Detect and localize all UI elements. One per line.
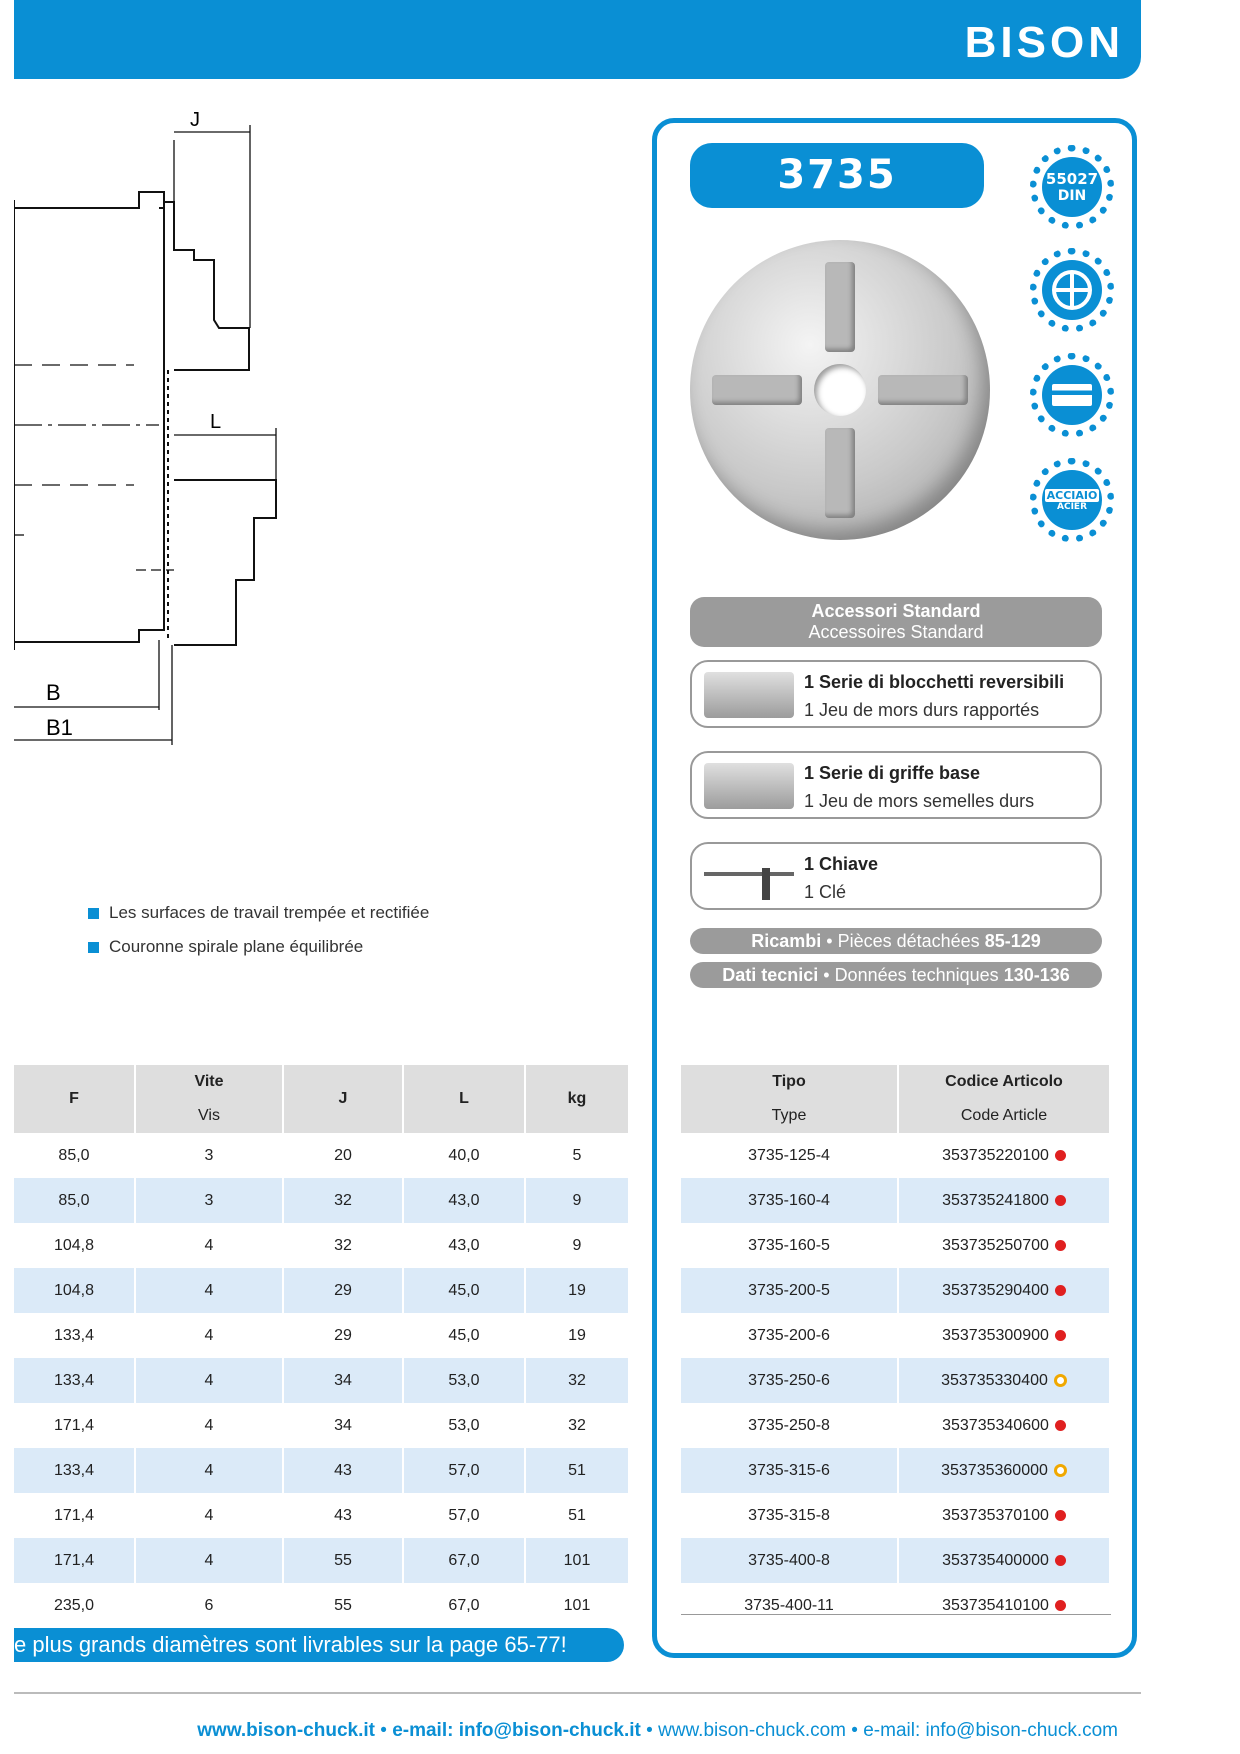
table-cell: 43,0: [403, 1178, 525, 1223]
col-subheader-vis: Vis: [135, 1099, 283, 1133]
dimensions-table: [14, 1065, 630, 1628]
type-cell: 3735-400-11: [681, 1583, 898, 1628]
table-cell: 55: [283, 1583, 403, 1628]
accessory-item: 1 Serie di blocchetti reversibili 1 Jeu de mors durs rapportés: [690, 660, 1102, 728]
table-cell: 5: [525, 1133, 629, 1178]
code-cell: [898, 1538, 1110, 1583]
bullet-square-icon: [88, 908, 99, 919]
table-cell: 6: [135, 1583, 283, 1628]
table-row: [14, 1403, 629, 1448]
table-cell: 53,0: [403, 1403, 525, 1448]
col-header-kg: kg: [525, 1065, 629, 1133]
table-row: [14, 1178, 629, 1223]
footer-divider: [14, 1692, 1141, 1694]
code-cell: [898, 1178, 1110, 1223]
table-cell: 19: [525, 1313, 629, 1358]
table-cell: 55: [283, 1538, 403, 1583]
code-cell: [898, 1583, 1110, 1628]
table-bottom-rule: [681, 1614, 1111, 1615]
article-code: 353735241800: [942, 1191, 1049, 1209]
table-row: [14, 1313, 629, 1358]
article-code: 353735410100: [942, 1596, 1049, 1614]
accessory-item: 1 Chiave 1 Clé: [690, 842, 1102, 910]
table-cell: 19: [525, 1268, 629, 1313]
availability-dot-icon: [1055, 1555, 1066, 1566]
article-code: 353735370100: [942, 1506, 1049, 1524]
table-cell: 57,0: [403, 1448, 525, 1493]
article-code: 353735220100: [942, 1146, 1049, 1164]
type-cell: 3735-315-8: [681, 1493, 898, 1538]
table-row: [681, 1358, 1110, 1403]
table-cell: 133,4: [14, 1358, 135, 1403]
dim-label-b: B: [46, 680, 61, 705]
table-cell: 133,4: [14, 1448, 135, 1493]
availability-dot-icon: [1055, 1285, 1066, 1296]
availability-dot-icon: [1055, 1195, 1066, 1206]
table-cell: 45,0: [403, 1313, 525, 1358]
table-row: [14, 1583, 629, 1628]
table-cell: 171,4: [14, 1493, 135, 1538]
table-row: [14, 1448, 629, 1493]
table-cell: 133,4: [14, 1313, 135, 1358]
table-row: [681, 1178, 1110, 1223]
availability-dot-icon: [1055, 1420, 1066, 1431]
email-it-link[interactable]: e-mail: info@bison-chuck.it: [392, 1720, 641, 1741]
chuck-key-image: [704, 854, 794, 900]
table-cell: 32: [283, 1178, 403, 1223]
availability-dot-icon: [1055, 1600, 1066, 1611]
col-subheader-code: Code Article: [898, 1099, 1110, 1133]
feature-item: Couronne spirale plane équilibrée: [88, 937, 429, 957]
type-cell: 3735-250-6: [681, 1358, 898, 1403]
table-cell: 9: [525, 1223, 629, 1268]
table-row: [681, 1493, 1110, 1538]
table-cell: 4: [135, 1538, 283, 1583]
availability-dot-icon: [1055, 1330, 1066, 1341]
code-cell: [898, 1448, 1110, 1493]
table-row: [14, 1268, 629, 1313]
col-header-tipo: Tipo: [681, 1065, 898, 1099]
spare-parts-link[interactable]: Ricambi • Pièces détachées 85-129: [690, 928, 1102, 954]
table-row: [14, 1493, 629, 1538]
table-cell: 4: [135, 1313, 283, 1358]
table-cell: 235,0: [14, 1583, 135, 1628]
table-cell: 4: [135, 1358, 283, 1403]
base-jaws-image: [704, 763, 794, 809]
table-cell: 29: [283, 1268, 403, 1313]
code-cell: [898, 1223, 1110, 1268]
table-cell: 34: [283, 1403, 403, 1448]
table-cell: 9: [525, 1178, 629, 1223]
email-com-link[interactable]: e-mail: info@bison-chuck.com: [863, 1720, 1118, 1741]
dim-label-l: L: [210, 411, 222, 433]
table-cell: 101: [525, 1538, 629, 1583]
table-row: [681, 1538, 1110, 1583]
table-row: [681, 1133, 1110, 1178]
model-title: 3735: [690, 143, 984, 208]
article-code: 353735400000: [942, 1551, 1049, 1569]
table-row: [14, 1358, 629, 1403]
table-row: [681, 1313, 1110, 1358]
table-row: [681, 1223, 1110, 1268]
table-cell: 20: [283, 1133, 403, 1178]
table-cell: 57,0: [403, 1493, 525, 1538]
dim-label-b1: B1: [46, 715, 73, 740]
type-cell: 3735-250-8: [681, 1403, 898, 1448]
availability-dot-icon: [1055, 1240, 1066, 1251]
jaw-type-badge-icon: [1030, 353, 1114, 437]
footer-contacts: www.bison-chuck.it • e-mail: info@bison-chuck.it • www.bison-chuck.com • e-mail: info@bison-chuck.com: [197, 1720, 1118, 1741]
larger-diameters-note: e plus grands diamètres sont livrables sur la page 65-77!: [14, 1628, 624, 1662]
table-row: [14, 1133, 629, 1178]
technical-drawing: [14, 110, 314, 850]
table-cell: 43,0: [403, 1223, 525, 1268]
code-cell: [898, 1403, 1110, 1448]
table-cell: 51: [525, 1493, 629, 1538]
table-cell: 53,0: [403, 1358, 525, 1403]
table-cell: 85,0: [14, 1178, 135, 1223]
article-code: 353735340600: [942, 1416, 1049, 1434]
table-row: [681, 1583, 1110, 1628]
table-cell: 34: [283, 1358, 403, 1403]
code-cell: [898, 1133, 1110, 1178]
col-header-j: J: [283, 1065, 403, 1133]
table-cell: 45,0: [403, 1268, 525, 1313]
reversible-jaws-image: [704, 672, 794, 718]
table-cell: 32: [525, 1403, 629, 1448]
code-cell: [898, 1358, 1110, 1403]
table-row: [681, 1403, 1110, 1448]
website-com-link[interactable]: www.bison-chuck.com: [658, 1720, 847, 1741]
col-header-vite: Vite: [135, 1065, 283, 1099]
bullet-square-icon: [88, 942, 99, 953]
table-cell: 4: [135, 1223, 283, 1268]
table-cell: 40,0: [403, 1133, 525, 1178]
table-row: [681, 1268, 1110, 1313]
table-cell: 3: [135, 1133, 283, 1178]
technical-data-link[interactable]: Dati tecnici • Données techniques 130-136: [690, 962, 1102, 988]
code-cell: [898, 1313, 1110, 1358]
table-cell: 67,0: [403, 1538, 525, 1583]
type-cell: 3735-400-8: [681, 1538, 898, 1583]
type-cell: 3735-125-4: [681, 1133, 898, 1178]
website-it-link[interactable]: www.bison-chuck.it: [197, 1720, 375, 1741]
table-cell: 67,0: [403, 1583, 525, 1628]
article-code: 353735290400: [942, 1281, 1049, 1299]
feature-list: [88, 903, 429, 971]
article-code-table: [681, 1065, 1111, 1628]
table-cell: 43: [283, 1493, 403, 1538]
table-cell: 85,0: [14, 1133, 135, 1178]
code-cell: [898, 1268, 1110, 1313]
table-cell: 171,4: [14, 1403, 135, 1448]
steel-badge-icon: ACCIAIO ACIER: [1030, 458, 1114, 542]
table-cell: 171,4: [14, 1538, 135, 1583]
table-cell: 4: [135, 1268, 283, 1313]
col-header-f: F: [14, 1065, 135, 1133]
table-cell: 29: [283, 1313, 403, 1358]
type-cell: 3735-200-6: [681, 1313, 898, 1358]
article-code: 353735300900: [942, 1326, 1049, 1344]
accessories-header: Accessori Standard Accessoires Standard: [690, 597, 1102, 647]
availability-dot-icon: [1055, 1150, 1066, 1161]
article-code: 353735360000: [941, 1461, 1048, 1479]
feature-item: Les surfaces de travail trempée et rectifiée: [88, 903, 429, 923]
table-cell: 43: [283, 1448, 403, 1493]
table-cell: 32: [525, 1358, 629, 1403]
table-cell: 104,8: [14, 1223, 135, 1268]
table-row: [14, 1538, 629, 1583]
col-subheader-type: Type: [681, 1099, 898, 1133]
table-cell: 4: [135, 1448, 283, 1493]
col-header-codice: Codice Articolo: [898, 1065, 1110, 1099]
availability-dot-icon: [1054, 1374, 1067, 1387]
type-cell: 3735-200-5: [681, 1268, 898, 1313]
table-cell: 3: [135, 1178, 283, 1223]
code-cell: [898, 1493, 1110, 1538]
article-code: 353735330400: [941, 1371, 1048, 1389]
table-row: [14, 1223, 629, 1268]
table-cell: 51: [525, 1448, 629, 1493]
table-cell: 32: [283, 1223, 403, 1268]
table-cell: 101: [525, 1583, 629, 1628]
chuck-product-image: [690, 240, 990, 540]
accessory-item: 1 Serie di griffe base 1 Jeu de mors semelles durs: [690, 751, 1102, 819]
type-cell: 3735-160-5: [681, 1223, 898, 1268]
type-cell: 3735-160-4: [681, 1178, 898, 1223]
availability-dot-icon: [1054, 1464, 1067, 1477]
centering-badge-icon: [1030, 248, 1114, 332]
table-cell: 4: [135, 1493, 283, 1538]
brand-logo: BISON: [964, 18, 1124, 67]
article-code: 353735250700: [942, 1236, 1049, 1254]
din-badge-icon: 55027 DIN: [1030, 145, 1114, 229]
dim-label-j: J: [190, 110, 200, 131]
col-header-l: L: [403, 1065, 525, 1133]
table-row: [681, 1448, 1110, 1493]
type-cell: 3735-315-6: [681, 1448, 898, 1493]
availability-dot-icon: [1055, 1510, 1066, 1521]
table-cell: 4: [135, 1403, 283, 1448]
table-cell: 104,8: [14, 1268, 135, 1313]
